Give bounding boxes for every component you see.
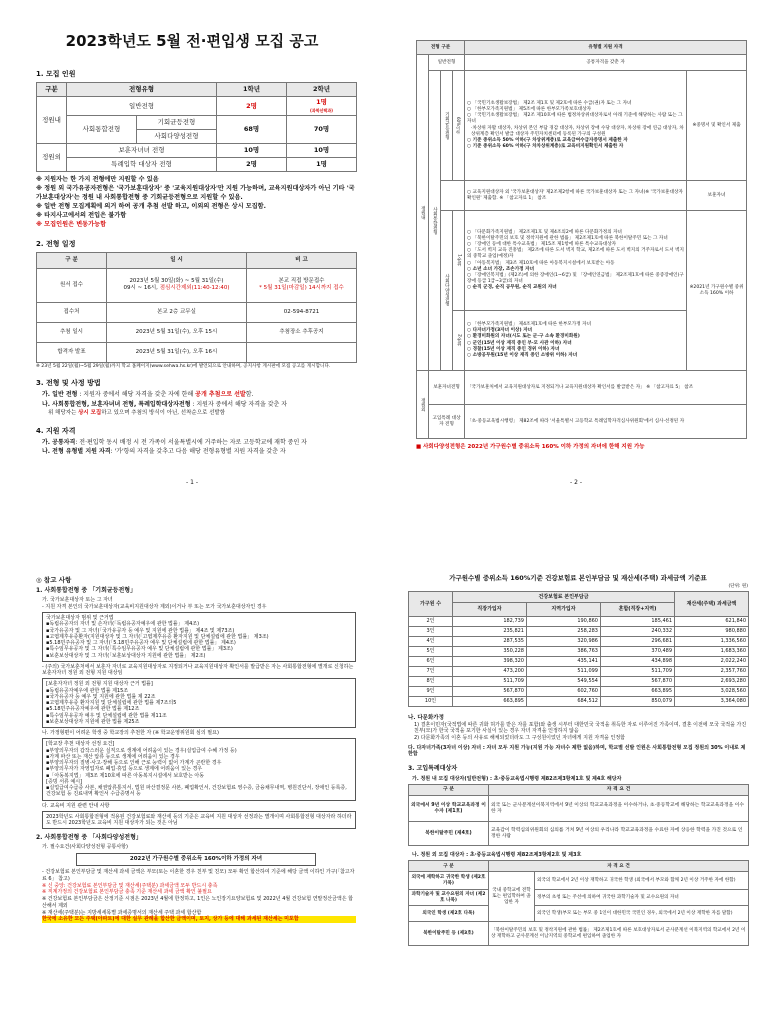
value-note: (과학선택과) [310,107,333,113]
list-item: ○ 「장애인복지법」(제2조)에 의한 장애인(1~6급) 및 「장애인연금법」 제2조제1호에 따른 중증장애인(구 장애 등급 1급~3급)의 자녀 [467,272,684,285]
list-item: ○ 「아동복지법」 제3조 제10호에 따른 아동복지시설에서 보호받는 아동 [467,260,615,266]
table-cell: 70명 [287,116,357,144]
table-cell: 1순위 [453,211,465,311]
table-header: 1학년 [217,82,287,96]
paragraph [42,439,356,447]
unit-label: (단위: 원) [728,584,748,590]
table-cell: 182,739 [453,616,527,626]
table-cell: 5인 [409,646,453,656]
box-title: [보훈자자녀 정원 외 전형 지원 대상자 근거 법률] [46,681,153,688]
table-cell [465,71,687,181]
note-text: 본교 직접 방문접수 [278,278,325,285]
list-item: ○ 경찰(15년 이상 재직 중인 경위 이하) 자녀 [467,346,560,352]
table-cell: 2인 [409,616,453,626]
table-cell: 3,028,560 [675,686,749,696]
label: 가. 공통자격 [42,438,76,446]
table-cell: 235,821 [453,626,527,636]
table-cell: 567,870 [601,676,675,686]
table-cell: 공통자격을 갖춘 자 [465,55,747,71]
paragraph: 가. 정원 내 모집 대상자(일반전형) : 초·중등교육법시행령 제82조제3항제1호 및 제4호 해당자 [412,775,622,782]
paragraph [42,448,356,456]
list-item: ○ 환경미화원의 자녀(시도 또는 군·구 소속 환경미화원) [467,334,580,340]
table-cell: 10인 [409,696,453,706]
table-cell: 473,200 [453,666,527,676]
list-item: ○ 「한부모가족지원법」 제4조제1호에 따른 한부모가정 자녀 [467,321,592,327]
table-cell: 3,364,080 [675,696,749,706]
box-title: 국가보훈대상자 범위 및 근거법 [46,615,114,622]
paragraph: 나. 정원 외 모집 대상자 : 초·중등교육법시행령 제82조제3항제2호 및 제3호 [412,852,582,859]
emphasis: 상시 모집 [78,410,102,417]
section-heading: 1. 사회통합전형 중 「기회균등전형」 [36,587,137,595]
table-cell: 60%이하 [453,71,465,181]
box-line: [증빙 서류 예시] [46,778,83,785]
list-item: ○ 소년 소녀 가장, 조손가정 자녀 [467,266,535,272]
box-line: ▪독립유공자의 자녀 및 손자녀(「독립유공자예우에 관한 법률」 제4조) [46,621,200,628]
list-item: ※ 직계가정의 건강보험료 본인부담금 충족 기준 재산세 과세 금액 확인 불필요 [42,889,212,896]
table-header: 구분 [37,82,67,96]
table-cell: 2명 [217,158,287,172]
paragraph: 가. 필수요건(사회다양성전형 공통사항) [42,843,128,850]
table-cell: 사회다양성전형 [441,211,453,371]
table-cell: 511,709 [601,666,675,676]
table-cell: 434,898 [601,656,675,666]
note: ※ 지원자는 한 가지 전형에만 지원할 수 있음 [36,176,159,183]
list-item: ○ 「국민기초생활보장법」 제2조 제1호 및 제2호에 따른 수급(권)자 또는 그 자녀 [467,100,632,106]
table-row [409,686,749,696]
table-cell: 8인 [409,676,453,686]
table-cell: 국내 중학교에 전학 또는 편입학하여 졸업한 자 [489,872,535,922]
table-cell: 296,681 [601,636,675,646]
table-cell: 일반전형 [67,96,217,115]
table-cell: 외국 또는 군사분계선이북지역에서 9년 이상의 학교교육과정을 이수하거나, 초·중등학교에 해당하는 학교교육과정을 이수한 자 [489,796,749,822]
table-header: 자 격 요 건 [489,785,749,796]
list-item: ○ 기준 중위소득 60% 이하(구 차차상위계층)로 교육비지원확인서 제출한 자 [467,144,624,150]
list-item: ·차상위 자활 대상자, 차상위 본인 부담 경감 대상자, 차상위 장애 수당 대상자, 차상위 장애 연금 대상자, 차상위계층 확인서 발급 대상자 주민자치센터에 등록된 가구의 구성원 [471,125,684,137]
lunch-text: 점심시간제외(11:40-12:40) [159,285,230,292]
page-3 [0,512,384,1024]
text: : 전·편입학 동시 배정 시 전 가족이 서울특별시에 거주하는 자로 고등학교에 재학 중인 자 [75,438,307,446]
text: : 지원자 중에서 해당 자격을 갖춘 자 [190,400,288,408]
table-cell: 북한이탈주민 (제4호) [409,822,489,846]
table-cell: 386,763 [527,646,601,656]
table-row [409,646,749,656]
list-item: ○ 「국민기초생활보장법」 제2조 제10호에 따른 법정차상위대상자로서 아래 기준에 해당하는 사람 또는 그 자녀 [467,113,683,125]
table-cell: 사회통합전형 [429,71,441,371]
table-header: 구 분 [409,861,489,872]
table-cell [247,268,357,302]
table-cell: 2023년 5월 31일(수), 오후 16시 [107,342,247,362]
text: 위 해당자는 [48,410,79,417]
page-number: - 1 - [186,478,198,486]
table-cell [107,268,247,302]
table-cell: 602,760 [527,686,601,696]
box-line: ▪5.18민주유공자 및 그 자녀(「5.18민주유공자 예우 및 단체설립에 관한 법률」 제4조) [46,640,236,647]
section-heading: 나. 다문화가정 [408,714,444,721]
label: 가. 일반 전형 [42,391,78,399]
table-cell: 2023년 5월 31일(수), 오후 15시 [107,322,247,342]
text: 함. [245,391,254,399]
table-row [409,656,749,666]
table-header: 직장가입자 [453,602,527,616]
paragraph [48,410,356,417]
note-red: ※ 모집인원은 변동가능함 [36,220,107,228]
paragraph: 가. 국가보훈대상자 또는 그 자녀 [42,596,113,603]
table-cell: 567,870 [453,686,527,696]
box-line: ▪국가유공자 등 예우 및 지원에 관한 법률 제 22조 [46,693,156,700]
table-cell: 고입특례 대상자 전형 [429,405,465,439]
box-line: ▪실업급여수급증 사본, 채권압류통지서, 법원 파산결정문 사본, 폐업확인서, 건강보험료 영수증, 금융채무내역, 병원진단서, 장애인 등록증, 건강보험 등 진료내역 확인서 수급증명서 등 [46,785,347,798]
list-item: ○ 「장애인 등에 대한 특수교육법」 제15조 제1항에 따른 특수교육대상자 [467,241,617,247]
table-cell: 교육감이 학력심의위원회의 심의를 거쳐 9년 이상의 우리나라 학교교육과정을 수료한 자에 상응한 학력을 가진 것으로 인정한 사람 [489,822,749,846]
box-line: ▪특수임무유공자 및 그 자녀(「특수임무유공자 예우 및 단체설립에 관한 법률」 제3조) [46,646,233,653]
info-box [42,678,356,728]
table-header: 재산세(주택) 과세금액 [675,591,749,616]
list-item: ○ 「북한이탈주민의 보호 및 정착지원에 관한 법률」 제2조제1호에 따른 북한이탈주민 또는 그 자녀 [467,235,668,241]
label: 나. 사회통합전형, 보훈자녀녀 전형, 특례입학대상자전형 [42,400,191,408]
table-header: 유형별 지원 자격 [465,41,747,55]
paragraph: 2) 다문화가족의 이혼 등의 사유로 해체되었더라도 그 구성원이었던 자녀에게 지원 자격을 인정함 [414,735,625,742]
table-cell: 2,693,280 [675,676,749,686]
note: ※ 일반 전형 모집계획에 의거 하여 공개 추첨 선발 하고, 이외의 전형은 상시 모집함. [36,202,266,210]
table-cell: 398,320 [453,656,527,666]
table-cell [465,211,687,311]
table-cell: 정원내 [37,96,67,143]
table-cell: 185,461 [601,616,675,626]
income-table [408,591,749,707]
table-cell: 4인 [409,636,453,646]
table-cell: 일반전형 [429,55,465,71]
list-item: 한국에 소유한 모든 주택(아파트)에 대한 실무 관례을 합산한 금액이며, 토지, 상가 등에 대해 과세된 재산세는 미포함 [42,916,356,923]
table-row [409,616,749,626]
section-heading: 1. 모집 인원 [36,70,76,78]
box-line: ▪독립유공자예우에 관한 법률 제15조 [46,687,129,694]
section-heading: 2. 전형 일정 [36,239,76,248]
list-item: ○ 군인(15년 이상 재직 중인 부·모 사관 이하) 자녀 [467,340,572,346]
table-row [409,676,749,686]
table-cell: 「북한이탈주민의 보호 및 정착지원에 관한 법률」 제2조제1호에 따른 보호대상자로서 군사분계선 이북지역의 학교에서 2년 이상 재학하고 군사분계선 이남지역의 중학교에 편입하여 졸업한 자 [489,922,749,946]
box-line: ▪5.18민주유공자예우에 관한 법률 제12조 [46,706,140,713]
table-cell [287,96,357,115]
page-number: - 2 - [570,478,582,486]
table-title: 가구원수별 중위소득 160%기준 건강보험료 본인부담금 및 재산세(주택) 과세금액 기준표 [449,574,707,582]
table-cell: 외국에서 9년 이상 학교교육과정 이수자 (제1호) [409,796,489,822]
table-cell: 북한이탈주민 등 (제3호) [409,922,489,946]
label: 나. 전형 유형별 지원 자격 [42,448,111,456]
table-cell: 850,079 [601,696,675,706]
table-cell: 350,228 [453,646,527,656]
table-header: 구 분 [37,252,107,268]
info-box: 2023학년도 사회통합전형에 적용된 건강보험료와 재산세 등의 기준은 교육비 지원 대상자 선정과는 별개이며 사회통합전형 대상자라 하더라도 반드시 2023학년도 교육비 지원 대상자가 되는 것은 아님 [42,811,356,830]
table-cell: 10명 [217,144,287,158]
table-cell [247,342,357,362]
section-heading: 4. 지원 자격 [36,427,76,436]
section-heading: 3. 전형 및 사정 방법 [36,379,101,388]
table-cell: 외국에 재학하고 귀국한 학생 (제2호 가목) [409,872,489,890]
list-item: ○ 순직 군경, 순직 공무원, 순직 교원의 자녀 [467,285,557,291]
list-item: ○ 소방공무원(15년 이상 재직 중인 소방위 이하) 자녀 [467,352,578,358]
table-cell: ○ 교육지원대상자 외 '국가보훈대상자' 제2조제2항에 따른 국가보훈대상자 또는 그 자녀(※ '국가보훈대상자확인원' 제출함. ※ 「참고자료 1」 참조 [465,181,687,211]
table-cell: 보훈자녀전형 [429,371,465,405]
paragraph: 다. 다자녀가족(3자녀 이상) 자녀 : 자녀 모두 지원 가능(지원 가능 자녀수 제한 없음)하며, 학교별 선발 인원은 사회통합전형 모집 정원의 30% 이내로 제한함 [408,744,746,758]
table-cell: 9인 [409,686,453,696]
list-item: ※ 건강보험료 본인부담금은 산정기준 시점은 2023년 4월에 한정하고, 1인은 노인장기요양보험료 및 2022년 4월 건강보험 연말정산금액은 합산해서 제외 [42,896,353,909]
table-cell: 원서 접수 [37,268,107,302]
table-cell: 「국가보훈처에서 교육지원대상자로 지정되거나 교육지원대상자 확인서를 발급받은 자」 ※ 「참고자료 5」 참조 [465,371,747,405]
table-cell: 1,336,560 [675,636,749,646]
table-cell: 68명 [217,116,287,144]
table-cell: 정원외 [37,144,67,172]
table-header: 자 격 요 건 [489,861,749,872]
table-cell: 240,332 [601,626,675,636]
table-cell: 정원내 [417,55,429,371]
table-header: 구 분 [409,785,489,796]
box-line: ▪국가유공자 및 그 자녀(「국가유공자 등 예우 및 지원에 관한 법률」 제4조 및 제73조) [46,627,235,634]
table-header: 일 시 [107,252,247,268]
table-cell: 외국인 학생 (제2호 다목) [409,906,489,922]
table-row [409,626,749,636]
list-item: ○ 「다문화가족지원법」 제2조제1호 및 제4조의2에 따른 다문화가정의 자녀 [467,229,622,235]
box-line: ▪부양의무자의 갑작스러운 실직으로 생계에 어려움이 있는 경우(실업급여 수혜 가정 등) [46,747,237,754]
table-cell: 합격자 발표 [37,342,107,362]
page-title: 2023학년도 5월 전·편입생 모집 공고 [65,32,319,50]
table-cell: 511,099 [527,666,601,676]
table-cell: 보훈자녀 [687,181,747,211]
paragraph: - 지원 자격 본인의 국가보훈대상자(교육비지원대상자 제외)이거나 부 또는 모가 국가보훈대상자인 경우 [42,603,267,610]
paragraph: 다. 교육비 지원 관련 안내 사항 [42,802,110,809]
quota-table [36,82,357,172]
table-cell: 본교 2층 교무실 [107,302,247,322]
list-item: - 건강보험료 본인부담금 및 재산세 과세 금액은 부모(또는 이혼한 경우 친부 및 친모) 모두 확인 합산하여 기준에 해당 금액 이하인 가구(「참고자료 6」 참고) [42,869,355,882]
table-cell: 정부의 초청 또는 주선에 의하여 귀국한 과학기술자 및 교수요원의 자녀 [535,890,749,906]
info-box [42,738,356,800]
table-header: 2학년 [287,82,357,96]
table-cell: 684,512 [527,696,601,706]
page-2 [384,0,768,512]
table-header: 건강보험료 본인부담금 [453,591,675,602]
paragraph [42,391,356,399]
table-cell: 2,357,760 [675,666,749,676]
section-heading: 3. 고입특례대상자 [408,765,458,773]
table-cell: 2,022,240 [675,656,749,666]
table-cell: 663,895 [601,686,675,696]
box-line: ▪보훈보상대상자 지원에 관한 법률 제25조 [46,718,140,725]
table-row [409,696,749,706]
note: ※ 정원 외 국가유공자전형은 '국가보훈대상자' 중 '교육지원대상자'만 지원 가능하며, 교육지원대상자가 아닌 기타 '국가보훈대상자'는 정원 내 사회통합전형 중 기회균등전형으로 지원할 수 있음. [36,184,355,201]
table-cell: 190,860 [527,616,601,626]
list-item: ○ 다자녀가정(3자녀 이상) 자녀 [467,328,533,334]
table-cell [465,311,687,371]
table-cell [441,181,465,211]
table-cell: 511,709 [453,676,527,686]
table-cell: 2순위 [453,311,465,371]
value: 1명 [316,97,327,106]
table-cell: 사회통합전형 [67,116,137,144]
table-cell: 6인 [409,656,453,666]
eligibility-table [416,40,747,439]
table-cell: 320,986 [527,636,601,646]
table-cell: 980,880 [675,626,749,636]
table-cell: 3인 [409,626,453,636]
list-item: ※ 신 중앙: 건강보험료 본인부담금 및 재산세(주택분) 과세금액 모두 반드시 충족 [42,882,218,889]
table-row [409,666,749,676]
table-cell: 549,554 [527,676,601,686]
table-cell: 과학기술자 및 교수요원의 자녀 (제2호 나목) [409,890,489,906]
table-cell: 추첨 일시 [37,322,107,342]
table-cell: 435,141 [527,656,601,666]
box-line: ▪고엽제후유증환자(지원대상자 및 그 자녀(「고엽제후유증 환자지원 및 단체설립에 관한 법률」 제3조) [46,633,269,640]
info-box [42,612,356,662]
section-heading: ◎ 참고 사항 [36,576,72,584]
date-text: 2023년 5월 30일(화) ~ 5월 31일(수) [129,278,224,285]
box-line: ▪부양의무자가 자영업자로 폐업·휴업 등으로 생계에 어려움이 있는 경우 [46,766,203,773]
table-cell: 추첨장소 추후공지 [247,322,357,342]
box-line: ▪보훈보상대상자 및 그 자녀(「보훈보상대상자 지원에 관한 법률」 제2조) [46,652,206,659]
table-cell: 02-594-8721 [247,302,357,322]
table-cell: 외국인 학생(부모 또는 부모 중 1인이 대한민국 국민인 경우, 외국에서 2년 이상 재학한 자를 말함) [535,906,749,922]
schedule-table [36,252,357,363]
special-out-table [408,860,749,946]
paragraph [42,401,356,409]
table-cell: 사회다양성전형 [137,130,217,144]
table-cell: 663,895 [453,696,527,706]
table-header: 지역가입자 [527,602,601,616]
table-header: 비 고 [247,252,357,268]
emphasis: 공개 추첨으로 선발 [195,391,246,399]
box-line: ▪특수임무유공자 예우 및 단체설립에 관한 법률 제11조 [46,712,167,719]
page-4 [384,512,768,1024]
table-cell: 1,683,360 [675,646,749,656]
list-item: ※ 재산세(주택분)는 지방세세목별 과세증명서의 재산세 주택 과세 합산함 [42,909,202,916]
list-item: ○ 기준 중위소득 50% 이하(구 차상위계층)로 교육급여수급자증명서 제출한 자 [467,137,628,143]
table-cell: 「초·중등교육법시행령」 제82조에 따라 '서울특별시 고등학교 특례입학자격심사위원회'에서 심사·선정된 자 [465,405,747,439]
table-cell: 2명 [217,96,287,115]
box-line: ▪고엽제후유증 환자지원 및 단체설립에 관한 법률 제7조의5 [46,700,177,707]
table-cell: 정원외 [417,371,429,439]
footnote: ■ 사회다양성전형은 2022년 가구원수별 중위소득 160% 이하 가정의 자녀에 한해 지원 가능 [416,444,645,450]
table-cell: 621,840 [675,616,749,626]
table-cell: 특례입학 대상자 전형 [67,158,217,172]
page-1 [0,0,384,512]
table-cell: 외국의 학교에서 2년 이상 재학하고 귀국한 학생 (외국에서 부모와 함께 2년 이상 거주한 자에 한함) [535,872,749,890]
schedule-note: ※ 23년 5월 22일(월)~5월 29일(월)까지 학교 홈페이지(www.sehwa.hs.kr)에 발언되으로 안내하며, 공지사항 게시판에 모집 공고를 게시합니다. [36,363,331,369]
table-cell: 기회균등전형 [441,71,453,181]
table-cell: 보훈자녀녀 전형 [67,144,217,158]
time-text: 09시 ~ 16시, [123,285,160,292]
criteria-box: 2022년 가구원수별 중위소득 160%이하 가정의 자녀 [76,853,316,866]
special-in-table [408,784,749,846]
text: : '가'항의 자격을 갖추고 다음 해당 전형유형별 지원 자격을 갖춘 자 [110,448,286,456]
table-cell: ※중명서 및 확인서 제출 [687,71,747,181]
deadline-text: * 5월 31일(마감일) 14시까지 접수 [259,285,344,292]
section-heading: 2. 사회통합전형 중 「사회다양성전형」 [36,834,142,842]
table-cell: 370,489 [601,646,675,656]
text: 하고 있으며 추첨의 방식이 아닌, 선착순으로 선발함 [101,410,226,417]
table-cell: 287,535 [453,636,527,646]
box-line: ▪가계 파산 또는 재산 압류 등으로 생계에 어려움이 있는 경우 [46,753,180,760]
text: : 지원자 중에서 해당 자격을 갖춘 자에 한해 [77,391,196,399]
table-cell: 기회균등전형 [137,116,217,130]
table-header: 가구원 수 [409,591,453,616]
table-cell: ※2021년 가구원수별 중위소득 160% 이하 [687,211,747,371]
table-cell: 7인 [409,666,453,676]
note: ※ 타지사고에서의 전입은 불가함 [36,211,127,219]
table-cell: 접수처 [37,302,107,322]
table-cell: 10명 [287,144,357,158]
table-header: 혼합(직장+지역) [601,602,675,616]
paragraph: 1) 결혼이민자(국적법에 따른 귀화 허가를 받은 자를 포함)와 출생 시부터 대한민국 국적을 취득한 자로 이루어진 가족이며, 결혼 이전에 모국 국적을 가진 친부(모)가 한국 국적을 포기한 사실이 있는 경우 자녀 자격을 인정하지 않음 [414,721,747,735]
table-header: 전형유형 [67,82,217,96]
box-line: ▪부양의무자의 질병·사고·장해 등으로 인해 근로 능력이 없어 가계가 곤란한 경우 [46,760,222,767]
box-line: ▪「아동복지법」 제3조 제10호에 따른 아동복지시설에서 보호받는 아동 [46,772,205,779]
paragraph: 나. 가정형편이 어려운 학생 중 학교장의 추천한 자 (※ 학교운영위원회 심의 필요) [42,730,219,737]
table-cell: 258,283 [527,626,601,636]
box-title: [학교장 추천 대상자 선정 요건] [46,741,115,748]
table-cell: 1명 [287,158,357,172]
table-row [409,636,749,646]
table-header: 전형 구분 [417,41,465,55]
paragraph: - (주의) 국가보훈처에서 보훈자 자녀로 교육지원대상자로 지정되거나 교육지원대상자 확인서를 발급받은 자는 사회통합전형에 별개로 신청하는 보훈자자녀 정원 외 전형 지원 대상임 [42,663,354,677]
list-item: ○ 「도서 벽지 교육 진흥법」 제2조에 따른 도서 벽지 학교, 제2조에 따른 도서 벽지의 거주자로서 도서 벽지의 중학교 졸업(예정)자 [467,248,684,260]
list-item: ○ 「한부모가족지원법」 제5조에 따른 한부모가족보호대상자 [467,106,592,112]
